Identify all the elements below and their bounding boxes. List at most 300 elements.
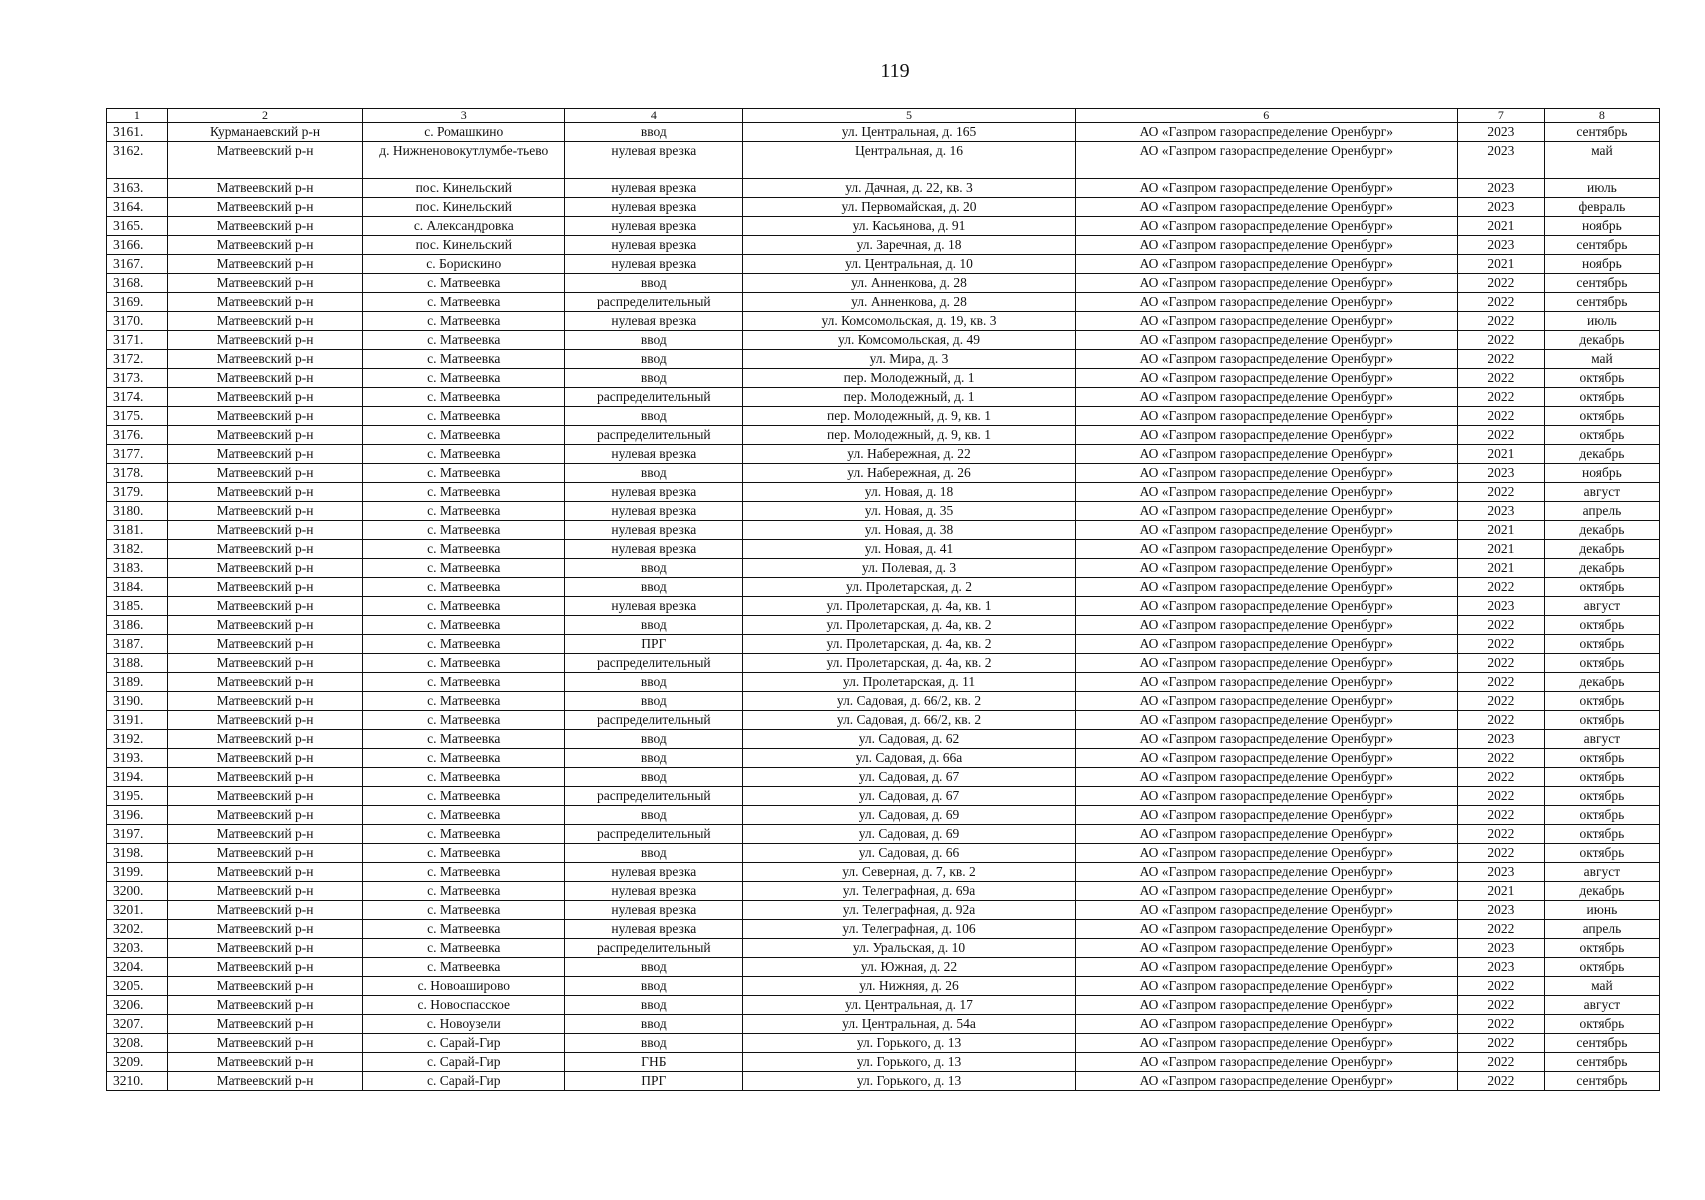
table-row bbox=[107, 692, 1660, 711]
year-cell: 2023 bbox=[1457, 901, 1544, 920]
month-cell: июль bbox=[1544, 312, 1659, 331]
table-row bbox=[107, 426, 1660, 445]
district-cell: Матвеевский р-н bbox=[167, 464, 362, 483]
work-type-cell: нулевая врезка bbox=[565, 198, 743, 217]
district-cell: Матвеевский р-н bbox=[167, 350, 362, 369]
year-cell: 2022 bbox=[1457, 293, 1544, 312]
row-number-cell: 3167. bbox=[107, 255, 168, 274]
row-number-cell: 3206. bbox=[107, 996, 168, 1015]
month-cell: октябрь bbox=[1544, 711, 1659, 730]
address-cell: ул. Пролетарская, д. 4а, кв. 2 bbox=[743, 616, 1075, 635]
work-type-cell: ввод bbox=[565, 559, 743, 578]
table-row bbox=[107, 673, 1660, 692]
settlement-cell: с. Матвеевка bbox=[363, 863, 565, 882]
organization-cell: АО «Газпром газораспределение Оренбург» bbox=[1075, 198, 1457, 217]
district-cell: Матвеевский р-н bbox=[167, 730, 362, 749]
year-cell: 2022 bbox=[1457, 483, 1544, 502]
table-row bbox=[107, 768, 1660, 787]
page-number: 119 bbox=[880, 60, 910, 82]
work-type-cell: нулевая врезка bbox=[565, 445, 743, 464]
year-cell: 2022 bbox=[1457, 749, 1544, 768]
row-number-cell: 3208. bbox=[107, 1034, 168, 1053]
organization-cell: АО «Газпром газораспределение Оренбург» bbox=[1075, 692, 1457, 711]
year-cell: 2023 bbox=[1457, 198, 1544, 217]
year-cell: 2022 bbox=[1457, 331, 1544, 350]
settlement-cell: с. Матвеевка bbox=[363, 806, 565, 825]
year-cell: 2022 bbox=[1457, 768, 1544, 787]
row-number-cell: 3169. bbox=[107, 293, 168, 312]
district-cell: Матвеевский р-н bbox=[167, 559, 362, 578]
table-row bbox=[107, 616, 1660, 635]
work-type-cell: нулевая врезка bbox=[565, 217, 743, 236]
table-row bbox=[107, 540, 1660, 559]
district-cell: Матвеевский р-н bbox=[167, 996, 362, 1015]
organization-cell: АО «Газпром газораспределение Оренбург» bbox=[1075, 635, 1457, 654]
table-row bbox=[107, 142, 1660, 179]
year-cell: 2022 bbox=[1457, 274, 1544, 293]
district-cell: Матвеевский р-н bbox=[167, 502, 362, 521]
work-type-cell: нулевая врезка bbox=[565, 255, 743, 274]
month-cell: декабрь bbox=[1544, 882, 1659, 901]
row-number-cell: 3207. bbox=[107, 1015, 168, 1034]
district-cell: Матвеевский р-н bbox=[167, 844, 362, 863]
work-type-cell: распределительный bbox=[565, 654, 743, 673]
district-cell: Матвеевский р-н bbox=[167, 616, 362, 635]
row-number-cell: 3200. bbox=[107, 882, 168, 901]
month-cell: февраль bbox=[1544, 198, 1659, 217]
settlement-cell: с. Матвеевка bbox=[363, 369, 565, 388]
address-cell: Центральная, д. 16 bbox=[743, 142, 1075, 179]
row-number-cell: 3188. bbox=[107, 654, 168, 673]
district-cell: Матвеевский р-н bbox=[167, 540, 362, 559]
settlement-cell: с. Матвеевка bbox=[363, 768, 565, 787]
address-cell: ул. Садовая, д. 66/2, кв. 2 bbox=[743, 711, 1075, 730]
address-cell: ул. Центральная, д. 17 bbox=[743, 996, 1075, 1015]
organization-cell: АО «Газпром газораспределение Оренбург» bbox=[1075, 1053, 1457, 1072]
row-number-cell: 3173. bbox=[107, 369, 168, 388]
table-row bbox=[107, 255, 1660, 274]
table-row bbox=[107, 559, 1660, 578]
month-cell: август bbox=[1544, 597, 1659, 616]
address-cell: ул. Садовая, д. 62 bbox=[743, 730, 1075, 749]
settlement-cell: с. Матвеевка bbox=[363, 312, 565, 331]
row-number-cell: 3205. bbox=[107, 977, 168, 996]
table-row bbox=[107, 749, 1660, 768]
month-cell: ноябрь bbox=[1544, 217, 1659, 236]
organization-cell: АО «Газпром газораспределение Оренбург» bbox=[1075, 1015, 1457, 1034]
row-number-cell: 3209. bbox=[107, 1053, 168, 1072]
row-number-cell: 3202. bbox=[107, 920, 168, 939]
organization-cell: АО «Газпром газораспределение Оренбург» bbox=[1075, 426, 1457, 445]
year-cell: 2021 bbox=[1457, 217, 1544, 236]
address-cell: ул. Садовая, д. 69 bbox=[743, 806, 1075, 825]
table-row bbox=[107, 179, 1660, 198]
table-row bbox=[107, 369, 1660, 388]
address-cell: ул. Новая, д. 38 bbox=[743, 521, 1075, 540]
settlement-cell: с. Матвеевка bbox=[363, 939, 565, 958]
settlement-cell: с. Сарай-Гир bbox=[363, 1072, 565, 1091]
address-cell: ул. Центральная, д. 165 bbox=[743, 123, 1075, 142]
settlement-cell: с. Матвеевка bbox=[363, 388, 565, 407]
row-number-cell: 3203. bbox=[107, 939, 168, 958]
month-cell: апрель bbox=[1544, 920, 1659, 939]
column-header: 6 bbox=[1075, 109, 1457, 123]
work-type-cell: ввод bbox=[565, 407, 743, 426]
year-cell: 2021 bbox=[1457, 559, 1544, 578]
column-header: 1 bbox=[107, 109, 168, 123]
row-number-cell: 3178. bbox=[107, 464, 168, 483]
address-cell: ул. Садовая, д. 67 bbox=[743, 768, 1075, 787]
organization-cell: АО «Газпром газораспределение Оренбург» bbox=[1075, 331, 1457, 350]
address-cell: ул. Центральная, д. 10 bbox=[743, 255, 1075, 274]
settlement-cell: с. Матвеевка bbox=[363, 882, 565, 901]
work-type-cell: ввод bbox=[565, 123, 743, 142]
district-cell: Матвеевский р-н bbox=[167, 521, 362, 540]
year-cell: 2022 bbox=[1457, 806, 1544, 825]
table-row bbox=[107, 806, 1660, 825]
table-row bbox=[107, 198, 1660, 217]
organization-cell: АО «Газпром газораспределение Оренбург» bbox=[1075, 996, 1457, 1015]
organization-cell: АО «Газпром газораспределение Оренбург» bbox=[1075, 920, 1457, 939]
month-cell: июль bbox=[1544, 179, 1659, 198]
year-cell: 2022 bbox=[1457, 312, 1544, 331]
year-cell: 2022 bbox=[1457, 369, 1544, 388]
settlement-cell: пос. Кинельский bbox=[363, 236, 565, 255]
month-cell: октябрь bbox=[1544, 616, 1659, 635]
month-cell: октябрь bbox=[1544, 787, 1659, 806]
address-cell: ул. Набережная, д. 26 bbox=[743, 464, 1075, 483]
settlement-cell: с. Матвеевка bbox=[363, 844, 565, 863]
year-cell: 2022 bbox=[1457, 1053, 1544, 1072]
work-type-cell: ГНБ bbox=[565, 1053, 743, 1072]
row-number-cell: 3168. bbox=[107, 274, 168, 293]
row-number-cell: 3193. bbox=[107, 749, 168, 768]
settlement-cell: с. Матвеевка bbox=[363, 274, 565, 293]
address-cell: ул. Новая, д. 41 bbox=[743, 540, 1075, 559]
settlement-cell: с. Матвеевка bbox=[363, 521, 565, 540]
district-cell: Матвеевский р-н bbox=[167, 901, 362, 920]
year-cell: 2023 bbox=[1457, 179, 1544, 198]
row-number-cell: 3181. bbox=[107, 521, 168, 540]
month-cell: май bbox=[1544, 350, 1659, 369]
table-row bbox=[107, 350, 1660, 369]
year-cell: 2022 bbox=[1457, 578, 1544, 597]
organization-cell: АО «Газпром газораспределение Оренбург» bbox=[1075, 863, 1457, 882]
organization-cell: АО «Газпром газораспределение Оренбург» bbox=[1075, 217, 1457, 236]
table-row bbox=[107, 863, 1660, 882]
settlement-cell: с. Матвеевка bbox=[363, 901, 565, 920]
organization-cell: АО «Газпром газораспределение Оренбург» bbox=[1075, 673, 1457, 692]
work-type-cell: ввод bbox=[565, 616, 743, 635]
row-number-cell: 3210. bbox=[107, 1072, 168, 1091]
year-cell: 2022 bbox=[1457, 407, 1544, 426]
year-cell: 2022 bbox=[1457, 654, 1544, 673]
month-cell: октябрь bbox=[1544, 388, 1659, 407]
table-row bbox=[107, 1072, 1660, 1091]
month-cell: октябрь bbox=[1544, 806, 1659, 825]
organization-cell: АО «Газпром газораспределение Оренбург» bbox=[1075, 123, 1457, 142]
settlement-cell: с. Матвеевка bbox=[363, 331, 565, 350]
month-cell: октябрь bbox=[1544, 844, 1659, 863]
organization-cell: АО «Газпром газораспределение Оренбург» bbox=[1075, 882, 1457, 901]
address-cell: ул. Телеграфная, д. 92а bbox=[743, 901, 1075, 920]
month-cell: октябрь bbox=[1544, 939, 1659, 958]
district-cell: Матвеевский р-н bbox=[167, 217, 362, 236]
row-number-cell: 3191. bbox=[107, 711, 168, 730]
month-cell: август bbox=[1544, 483, 1659, 502]
address-cell: пер. Молодежный, д. 1 bbox=[743, 388, 1075, 407]
district-cell: Матвеевский р-н bbox=[167, 939, 362, 958]
month-cell: ноябрь bbox=[1544, 255, 1659, 274]
district-cell: Матвеевский р-н bbox=[167, 711, 362, 730]
address-cell: ул. Пролетарская, д. 4а, кв. 2 bbox=[743, 635, 1075, 654]
address-cell: ул. Пролетарская, д. 2 bbox=[743, 578, 1075, 597]
work-type-cell: нулевая врезка bbox=[565, 521, 743, 540]
year-cell: 2022 bbox=[1457, 996, 1544, 1015]
month-cell: октябрь bbox=[1544, 407, 1659, 426]
work-type-cell: нулевая врезка bbox=[565, 863, 743, 882]
organization-cell: АО «Газпром газораспределение Оренбург» bbox=[1075, 483, 1457, 502]
row-number-cell: 3183. bbox=[107, 559, 168, 578]
settlement-cell: с. Матвеевка bbox=[363, 787, 565, 806]
row-number-cell: 3185. bbox=[107, 597, 168, 616]
table-row bbox=[107, 977, 1660, 996]
table-row bbox=[107, 217, 1660, 236]
district-cell: Матвеевский р-н bbox=[167, 768, 362, 787]
organization-cell: АО «Газпром газораспределение Оренбург» bbox=[1075, 142, 1457, 179]
organization-cell: АО «Газпром газораспределение Оренбург» bbox=[1075, 977, 1457, 996]
table-row bbox=[107, 274, 1660, 293]
year-cell: 2022 bbox=[1457, 1015, 1544, 1034]
table-row bbox=[107, 920, 1660, 939]
district-cell: Матвеевский р-н bbox=[167, 293, 362, 312]
organization-cell: АО «Газпром газораспределение Оренбург» bbox=[1075, 958, 1457, 977]
month-cell: ноябрь bbox=[1544, 464, 1659, 483]
address-cell: ул. Садовая, д. 66 bbox=[743, 844, 1075, 863]
table-row bbox=[107, 711, 1660, 730]
address-cell: ул. Дачная, д. 22, кв. 3 bbox=[743, 179, 1075, 198]
work-type-cell: нулевая врезка bbox=[565, 483, 743, 502]
table-row bbox=[107, 730, 1660, 749]
table-row bbox=[107, 901, 1660, 920]
table-row bbox=[107, 1034, 1660, 1053]
row-number-cell: 3161. bbox=[107, 123, 168, 142]
year-cell: 2023 bbox=[1457, 142, 1544, 179]
work-type-cell: ввод bbox=[565, 996, 743, 1015]
table-row bbox=[107, 939, 1660, 958]
address-cell: пер. Молодежный, д. 9, кв. 1 bbox=[743, 426, 1075, 445]
address-cell: ул. Комсомольская, д. 49 bbox=[743, 331, 1075, 350]
settlement-cell: с. Сарай-Гир bbox=[363, 1034, 565, 1053]
organization-cell: АО «Газпром газораспределение Оренбург» bbox=[1075, 939, 1457, 958]
work-type-cell: ввод bbox=[565, 692, 743, 711]
year-cell: 2023 bbox=[1457, 464, 1544, 483]
table-row bbox=[107, 958, 1660, 977]
column-header: 5 bbox=[743, 109, 1075, 123]
address-cell: ул. Садовая, д. 69 bbox=[743, 825, 1075, 844]
settlement-cell: с. Новоспасское bbox=[363, 996, 565, 1015]
year-cell: 2021 bbox=[1457, 445, 1544, 464]
address-cell: ул. Первомайская, д. 20 bbox=[743, 198, 1075, 217]
organization-cell: АО «Газпром газораспределение Оренбург» bbox=[1075, 806, 1457, 825]
organization-cell: АО «Газпром газораспределение Оренбург» bbox=[1075, 901, 1457, 920]
row-number-cell: 3166. bbox=[107, 236, 168, 255]
row-number-cell: 3187. bbox=[107, 635, 168, 654]
work-type-cell: распределительный bbox=[565, 825, 743, 844]
settlement-cell: с. Матвеевка bbox=[363, 483, 565, 502]
work-type-cell: нулевая врезка bbox=[565, 502, 743, 521]
work-type-cell: ввод bbox=[565, 350, 743, 369]
district-cell: Матвеевский р-н bbox=[167, 407, 362, 426]
settlement-cell: д. Нижненовокутлумбе-тьево bbox=[363, 142, 565, 179]
address-cell: пер. Молодежный, д. 1 bbox=[743, 369, 1075, 388]
organization-cell: АО «Газпром газораспределение Оренбург» bbox=[1075, 1034, 1457, 1053]
month-cell: октябрь bbox=[1544, 768, 1659, 787]
month-cell: сентябрь bbox=[1544, 1053, 1659, 1072]
table-row bbox=[107, 331, 1660, 350]
row-number-cell: 3198. bbox=[107, 844, 168, 863]
year-cell: 2022 bbox=[1457, 1034, 1544, 1053]
month-cell: сентябрь bbox=[1544, 274, 1659, 293]
row-number-cell: 3179. bbox=[107, 483, 168, 502]
address-cell: ул. Пролетарская, д. 4а, кв. 2 bbox=[743, 654, 1075, 673]
organization-cell: АО «Газпром газораспределение Оренбург» bbox=[1075, 540, 1457, 559]
district-cell: Матвеевский р-н bbox=[167, 445, 362, 464]
row-number-cell: 3164. bbox=[107, 198, 168, 217]
month-cell: сентябрь bbox=[1544, 236, 1659, 255]
table-row bbox=[107, 996, 1660, 1015]
organization-cell: АО «Газпром газораспределение Оренбург» bbox=[1075, 730, 1457, 749]
year-cell: 2022 bbox=[1457, 388, 1544, 407]
table-row bbox=[107, 236, 1660, 255]
work-type-cell: распределительный bbox=[565, 388, 743, 407]
table-row bbox=[107, 123, 1660, 142]
district-cell: Матвеевский р-н bbox=[167, 749, 362, 768]
work-type-cell: ввод bbox=[565, 768, 743, 787]
district-cell: Матвеевский р-н bbox=[167, 331, 362, 350]
address-cell: ул. Садовая, д. 66а bbox=[743, 749, 1075, 768]
row-number-cell: 3176. bbox=[107, 426, 168, 445]
row-number-cell: 3172. bbox=[107, 350, 168, 369]
organization-cell: АО «Газпром газораспределение Оренбург» bbox=[1075, 768, 1457, 787]
organization-cell: АО «Газпром газораспределение Оренбург» bbox=[1075, 464, 1457, 483]
district-cell: Матвеевский р-н bbox=[167, 635, 362, 654]
address-cell: ул. Южная, д. 22 bbox=[743, 958, 1075, 977]
table-row bbox=[107, 825, 1660, 844]
year-cell: 2022 bbox=[1457, 977, 1544, 996]
row-number-cell: 3184. bbox=[107, 578, 168, 597]
year-cell: 2022 bbox=[1457, 673, 1544, 692]
settlement-cell: с. Матвеевка bbox=[363, 426, 565, 445]
row-number-cell: 3201. bbox=[107, 901, 168, 920]
table-row bbox=[107, 597, 1660, 616]
year-cell: 2021 bbox=[1457, 540, 1544, 559]
row-number-cell: 3174. bbox=[107, 388, 168, 407]
work-type-cell: распределительный bbox=[565, 426, 743, 445]
district-cell: Матвеевский р-н bbox=[167, 483, 362, 502]
column-header: 7 bbox=[1457, 109, 1544, 123]
district-cell: Матвеевский р-н bbox=[167, 1053, 362, 1072]
address-cell: ул. Садовая, д. 67 bbox=[743, 787, 1075, 806]
month-cell: август bbox=[1544, 996, 1659, 1015]
settlement-cell: с. Матвеевка bbox=[363, 597, 565, 616]
header-row bbox=[107, 109, 1660, 123]
work-type-cell: нулевая врезка bbox=[565, 142, 743, 179]
year-cell: 2022 bbox=[1457, 844, 1544, 863]
table-row bbox=[107, 1015, 1660, 1034]
district-cell: Матвеевский р-н bbox=[167, 369, 362, 388]
work-type-cell: ввод bbox=[565, 274, 743, 293]
organization-cell: АО «Газпром газораспределение Оренбург» bbox=[1075, 1072, 1457, 1091]
settlement-cell: с. Матвеевка bbox=[363, 958, 565, 977]
year-cell: 2022 bbox=[1457, 350, 1544, 369]
work-type-cell: ввод bbox=[565, 673, 743, 692]
organization-cell: АО «Газпром газораспределение Оренбург» bbox=[1075, 616, 1457, 635]
organization-cell: АО «Газпром газораспределение Оренбург» bbox=[1075, 179, 1457, 198]
address-cell: ул. Центральная, д. 54а bbox=[743, 1015, 1075, 1034]
settlement-cell: с. Матвеевка bbox=[363, 540, 565, 559]
organization-cell: АО «Газпром газораспределение Оренбург» bbox=[1075, 654, 1457, 673]
year-cell: 2023 bbox=[1457, 939, 1544, 958]
work-type-cell: нулевая врезка bbox=[565, 179, 743, 198]
settlement-cell: пос. Кинельский bbox=[363, 179, 565, 198]
month-cell: октябрь bbox=[1544, 749, 1659, 768]
district-cell: Матвеевский р-н bbox=[167, 882, 362, 901]
table-row bbox=[107, 844, 1660, 863]
district-cell: Матвеевский р-н bbox=[167, 578, 362, 597]
table-row bbox=[107, 312, 1660, 331]
month-cell: сентябрь bbox=[1544, 1034, 1659, 1053]
settlement-cell: с. Матвеевка bbox=[363, 293, 565, 312]
work-type-cell: ввод bbox=[565, 369, 743, 388]
district-cell: Матвеевский р-н bbox=[167, 236, 362, 255]
organization-cell: АО «Газпром газораспределение Оренбург» bbox=[1075, 578, 1457, 597]
row-number-cell: 3199. bbox=[107, 863, 168, 882]
row-number-cell: 3204. bbox=[107, 958, 168, 977]
address-cell: ул. Пролетарская, д. 4а, кв. 1 bbox=[743, 597, 1075, 616]
year-cell: 2022 bbox=[1457, 426, 1544, 445]
month-cell: декабрь bbox=[1544, 331, 1659, 350]
address-cell: ул. Набережная, д. 22 bbox=[743, 445, 1075, 464]
year-cell: 2023 bbox=[1457, 597, 1544, 616]
address-cell: ул. Анненкова, д. 28 bbox=[743, 274, 1075, 293]
month-cell: декабрь bbox=[1544, 445, 1659, 464]
address-cell: ул. Телеграфная, д. 106 bbox=[743, 920, 1075, 939]
year-cell: 2022 bbox=[1457, 1072, 1544, 1091]
table-row bbox=[107, 578, 1660, 597]
settlement-cell: с. Матвеевка bbox=[363, 692, 565, 711]
work-type-cell: нулевая врезка bbox=[565, 236, 743, 255]
settlement-cell: пос. Кинельский bbox=[363, 198, 565, 217]
settlement-cell: с. Борискино bbox=[363, 255, 565, 274]
month-cell: апрель bbox=[1544, 502, 1659, 521]
district-cell: Курманаевский р-н bbox=[167, 123, 362, 142]
row-number-cell: 3180. bbox=[107, 502, 168, 521]
column-header: 2 bbox=[167, 109, 362, 123]
organization-cell: АО «Газпром газораспределение Оренбург» bbox=[1075, 787, 1457, 806]
month-cell: сентябрь bbox=[1544, 123, 1659, 142]
year-cell: 2021 bbox=[1457, 521, 1544, 540]
month-cell: август bbox=[1544, 863, 1659, 882]
address-cell: ул. Горького, д. 13 bbox=[743, 1072, 1075, 1091]
month-cell: октябрь bbox=[1544, 825, 1659, 844]
settlement-cell: с. Матвеевка bbox=[363, 749, 565, 768]
month-cell: сентябрь bbox=[1544, 293, 1659, 312]
year-cell: 2022 bbox=[1457, 711, 1544, 730]
table-row bbox=[107, 635, 1660, 654]
table-row bbox=[107, 483, 1660, 502]
year-cell: 2022 bbox=[1457, 635, 1544, 654]
